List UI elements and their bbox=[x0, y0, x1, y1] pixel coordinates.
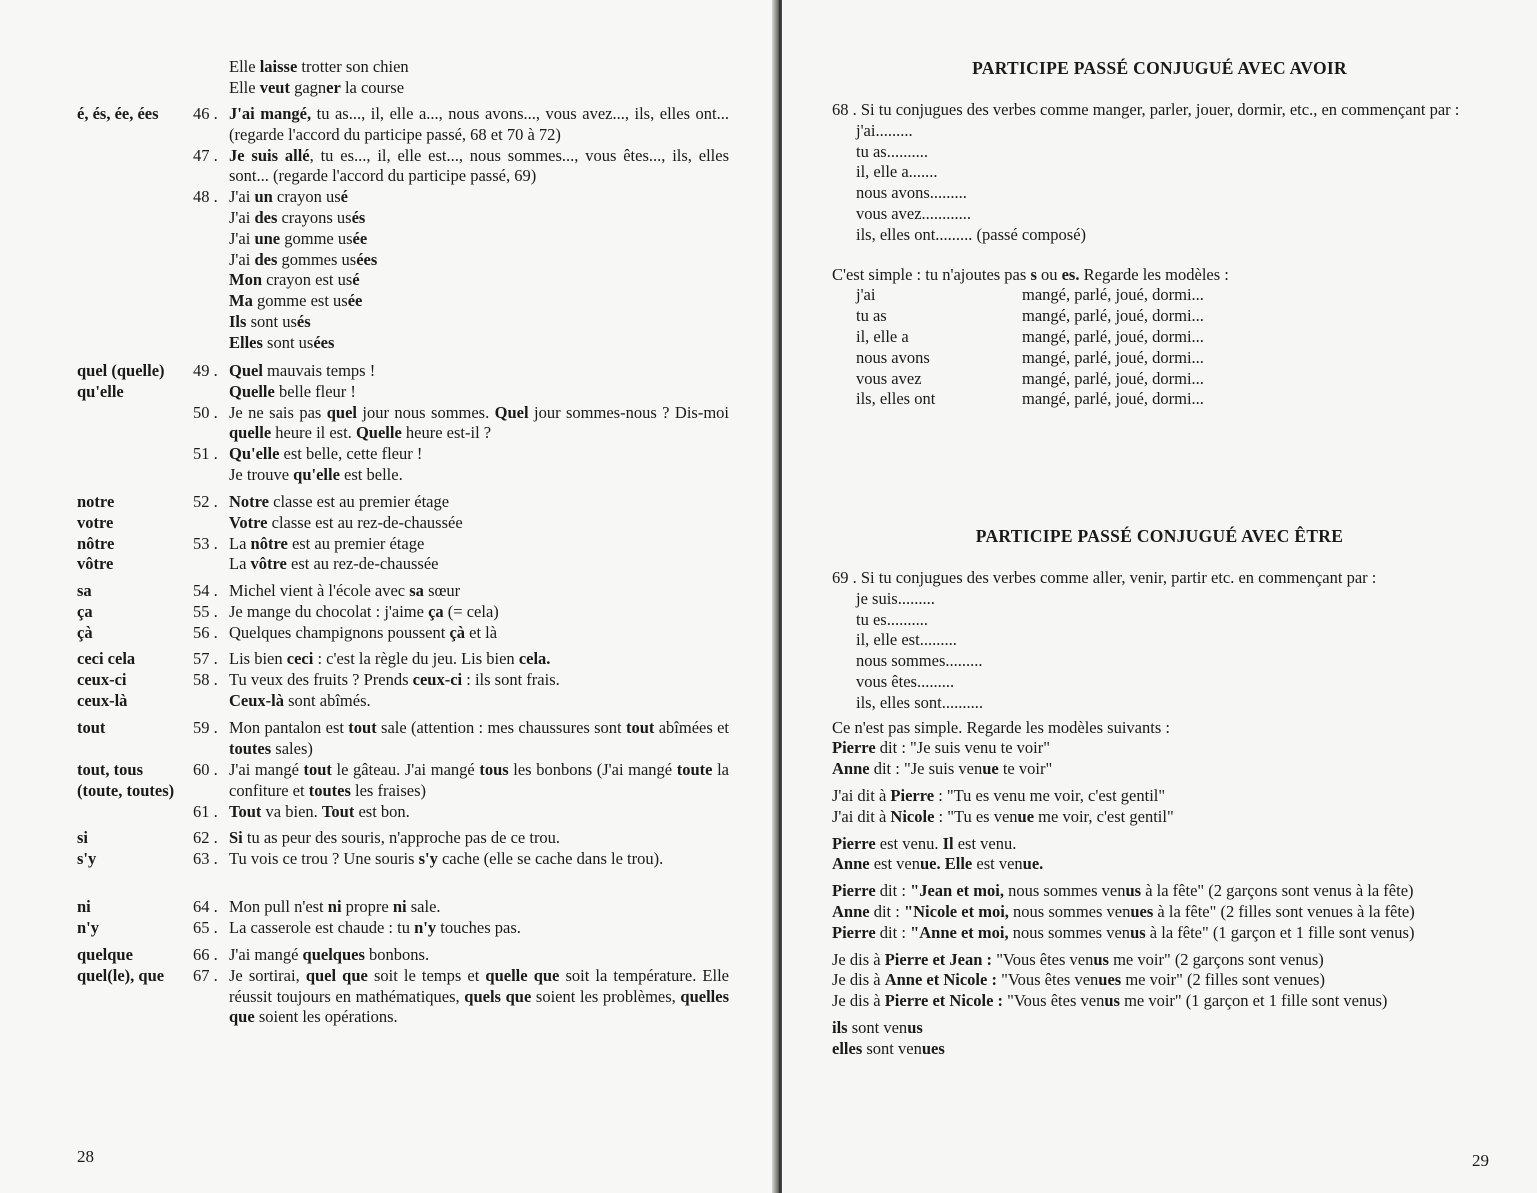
rule-number: 50 . bbox=[193, 402, 218, 422]
model-subject: ils, elles ont bbox=[856, 389, 936, 409]
rule-number: 51 . bbox=[193, 444, 218, 464]
keyword-label: si bbox=[77, 828, 89, 847]
keyword-label: ça bbox=[77, 601, 93, 621]
rule-number: 53 . bbox=[193, 533, 218, 553]
model-verbs: mangé, parlé, joué, dormi... bbox=[1022, 285, 1204, 305]
example-line: Je dis à Anne et Nicole : "Vous êtes venues me voir" (2 filles sont venues) bbox=[832, 970, 1325, 990]
right-page bbox=[782, 0, 1537, 1193]
section-68-rule: C'est simple : tu n'ajoutes pas s ou es. Regarde les modèles : bbox=[832, 264, 1229, 284]
example-text: Mon crayon est usé bbox=[229, 270, 360, 290]
example-line: Pierre dit : "Anne et moi, nous sommes venus à la fête" (1 garçon et 1 fille sont venus) bbox=[832, 922, 1415, 942]
keyword-label: ceux-ci bbox=[77, 669, 127, 689]
example-paragraph bbox=[832, 950, 1492, 1012]
example-line: Pierre est venu. Il est venu. bbox=[832, 833, 1017, 853]
example-text: Si tu as peur des souris, n'approche pas de ce trou. bbox=[229, 828, 561, 847]
example-text: Mon pantalon est tout sale (attention : mes chaussures sont tout abîmées et toutes sales) bbox=[229, 718, 729, 758]
conjugation-stub: vous êtes......... bbox=[856, 671, 955, 691]
example-text: Quel mauvais temps ! bbox=[229, 361, 376, 380]
rule-number: 47 . bbox=[193, 145, 218, 165]
keyword-label: qu'elle bbox=[77, 381, 124, 401]
conjugation-stub: je suis......... bbox=[856, 588, 935, 608]
keyword-label: nôtre bbox=[77, 533, 115, 553]
example-line: Pierre dit : "Je suis venu te voir" bbox=[832, 738, 1051, 758]
conjugation-stub: ils, elles sont.......... bbox=[856, 692, 983, 712]
example-paragraph bbox=[832, 834, 1492, 876]
example-text: Quelques champignons poussent çà et là bbox=[229, 622, 498, 642]
section-69 bbox=[832, 568, 1492, 1060]
keyword-label: n'y bbox=[77, 917, 100, 937]
page-number-right: 29 bbox=[1472, 1151, 1489, 1170]
example-text: La casserole est chaude : tu n'y touches pas. bbox=[229, 917, 521, 937]
example-text: Je mange du chocolat : j'aime ça (= cela) bbox=[229, 601, 499, 621]
example-text: La vôtre est au rez-de-chaussée bbox=[229, 554, 439, 574]
keyword-label: notre bbox=[77, 492, 115, 511]
model-row bbox=[832, 306, 1492, 327]
rule-number: 62 . bbox=[193, 828, 218, 847]
example-line: Je dis à Pierre et Nicole : "Vous êtes venus me voir" (1 garçon et 1 fille sont venus) bbox=[832, 991, 1388, 1011]
model-subject: tu as bbox=[856, 306, 887, 326]
rule-number: 49 . bbox=[193, 361, 218, 380]
keyword-label: quel (quelle) bbox=[77, 361, 165, 380]
intro-line: Elle veut gagner la course bbox=[229, 77, 405, 97]
keyword-label: quelque bbox=[77, 945, 133, 964]
example-text: Qu'elle est belle, cette fleur ! bbox=[229, 444, 423, 464]
example-line: ils sont venus bbox=[832, 1017, 923, 1037]
example-text: Tu veux des fruits ? Prends ceux-ci : ils sont frais. bbox=[229, 669, 560, 689]
example-text: Mon pull n'est ni propre ni sale. bbox=[229, 897, 441, 916]
keyword-label: tout, tous bbox=[77, 760, 144, 779]
rule-number: 48 . bbox=[193, 187, 218, 207]
example-line: Anne dit : "Nicole et moi, nous sommes venues à la fête" (2 filles sont venues à la fête) bbox=[832, 901, 1415, 921]
model-subject: il, elle a bbox=[856, 326, 909, 346]
rule-number: 65 . bbox=[193, 917, 218, 937]
model-row bbox=[832, 348, 1492, 369]
rule-number: 61 . bbox=[193, 801, 218, 821]
conjugation-stub: tu es.......... bbox=[856, 609, 928, 629]
keyword-label: s'y bbox=[77, 848, 97, 868]
example-text: Je trouve qu'elle est belle. bbox=[229, 465, 403, 484]
example-text: J'ai des gommes usées bbox=[229, 249, 378, 269]
keyword-label: quel(le), que bbox=[77, 965, 165, 985]
keyword-label: ceux-là bbox=[77, 690, 128, 710]
conjugation-stub: j'ai......... bbox=[856, 120, 913, 140]
example-text: J'ai une gomme usée bbox=[229, 228, 368, 248]
example-line: Anne dit : "Je suis venue te voir" bbox=[832, 759, 1053, 779]
model-row bbox=[832, 327, 1492, 348]
model-verbs: mangé, parlé, joué, dormi... bbox=[1022, 326, 1204, 346]
example-text: Votre classe est au rez-de-chaussée bbox=[229, 512, 463, 532]
example-line: elles sont venues bbox=[832, 1038, 945, 1058]
keyword-label: é, és, ée, ées bbox=[77, 104, 159, 123]
conjugation-stub: vous avez............ bbox=[856, 203, 972, 223]
intro-line: Elle laisse trotter son chien bbox=[229, 57, 409, 76]
rule-number: 56 . bbox=[193, 622, 218, 642]
model-subject: nous avons bbox=[856, 347, 930, 367]
model-verbs: mangé, parlé, joué, dormi... bbox=[1022, 389, 1204, 409]
conjugation-stub: il, elle a....... bbox=[856, 162, 938, 182]
heading-etre: PARTICIPE PASSÉ CONJUGUÉ AVEC ÊTRE bbox=[975, 526, 1344, 546]
example-text: La nôtre est au premier étage bbox=[229, 533, 425, 553]
example-text: J'ai mangé quelques bonbons. bbox=[229, 945, 430, 964]
model-verbs: mangé, parlé, joué, dormi... bbox=[1022, 347, 1204, 367]
example-text: Elles sont usées bbox=[229, 332, 335, 352]
rule-number: 52 . bbox=[193, 492, 218, 511]
page-number-left: 28 bbox=[77, 1147, 94, 1166]
example-text: Quelle belle fleur ! bbox=[229, 381, 356, 401]
model-row bbox=[832, 389, 1492, 410]
example-text: Tout va bien. Tout est bon. bbox=[229, 801, 410, 821]
example-line: Pierre dit : "Jean et moi, nous sommes venus à la fête" (2 garçons sont venus à la fête) bbox=[832, 881, 1414, 901]
example-text: Ma gomme est usée bbox=[229, 291, 363, 311]
section-68 bbox=[832, 100, 1492, 410]
rule-number: 66 . bbox=[193, 945, 218, 964]
rule-number: 58 . bbox=[193, 669, 218, 689]
example-text: Je suis allé, tu es..., il, elle est..., nous sommes..., vous êtes..., ils, elles sont... (regarde l'accord du participe passé, 69) bbox=[229, 145, 730, 186]
example-text: Ils sont usés bbox=[229, 312, 311, 331]
rule-number: 59 . bbox=[193, 718, 218, 737]
model-verbs: mangé, parlé, joué, dormi... bbox=[1022, 306, 1204, 326]
model-subject: vous avez bbox=[856, 368, 922, 388]
model-subject: j'ai bbox=[856, 285, 876, 305]
example-text: Je sortirai, quel que soit le temps et quelle que soit la température. Elle réussit toujours en mathématiques, quels que soient les problèmes, quelles que soient les opérations. bbox=[229, 965, 730, 1027]
keyword-label: vôtre bbox=[77, 554, 114, 574]
example-line: J'ai dit à Pierre : "Tu es venu me voir, c'est gentil" bbox=[832, 785, 1166, 805]
example-text: Tu vois ce trou ? Une souris s'y cache (elle se cache dans le trou). bbox=[229, 848, 664, 868]
example-text: Michel vient à l'école avec sa sœur bbox=[229, 581, 461, 600]
keyword-label: çà bbox=[77, 622, 93, 642]
keyword-label: sa bbox=[77, 581, 92, 600]
example-paragraph bbox=[832, 718, 1492, 780]
example-text: Lis bien ceci : c'est la règle du jeu. Lis bien cela. bbox=[229, 649, 551, 668]
rule-number: 67 . bbox=[193, 965, 218, 985]
keyword-label: votre bbox=[77, 512, 114, 532]
heading-avoir: PARTICIPE PASSÉ CONJUGUÉ AVEC AVOIR bbox=[972, 58, 1347, 78]
rule-number: 54 . bbox=[193, 581, 218, 600]
section-69-intro: 69 . Si tu conjugues des verbes comme aller, venir, partir etc. en commençant par : bbox=[832, 568, 1377, 587]
keyword-label: (toute, toutes) bbox=[77, 780, 175, 800]
example-paragraph bbox=[832, 1018, 1492, 1060]
example-text: J'ai un crayon usé bbox=[229, 187, 348, 207]
example-text: Je ne sais pas quel jour nous sommes. Quel jour sommes-nous ? Dis-moi quelle heure il est. Quelle heure est-il ? bbox=[229, 402, 729, 443]
rule-number: 63 . bbox=[193, 848, 218, 868]
example-paragraph bbox=[832, 786, 1492, 828]
conjugation-stub: tu as.......... bbox=[856, 141, 928, 161]
conjugation-stub: il, elle est......... bbox=[856, 630, 957, 650]
keyword-label: ceci cela bbox=[77, 649, 136, 668]
conjugation-stub: nous avons......... bbox=[856, 183, 967, 203]
example-line: J'ai dit à Nicole : "Tu es venue me voir, c'est gentil" bbox=[832, 806, 1174, 826]
example-line: Anne est venue. Elle est venue. bbox=[832, 854, 1044, 874]
example-line: Je dis à Pierre et Jean : "Vous êtes venus me voir" (2 garçons sont venus) bbox=[832, 949, 1324, 969]
rule-number: 55 . bbox=[193, 601, 218, 621]
section-68-intro: 68 . Si tu conjugues des verbes comme manger, parler, jouer, dormir, etc., en commençant par : bbox=[832, 100, 1460, 119]
example-text: J'ai mangé, tu as..., il, elle a..., nous avons..., vous avez..., ils, elles ont... (regarde l'accord du participe passé, 68 et 70 à 72) bbox=[229, 104, 729, 144]
conjugation-stub: ils, elles ont......... (passé composé) bbox=[856, 224, 1087, 244]
keyword-label: ni bbox=[77, 897, 91, 916]
model-row bbox=[832, 285, 1492, 306]
example-text: Notre classe est au premier étage bbox=[229, 492, 450, 511]
model-verbs: mangé, parlé, joué, dormi... bbox=[1022, 368, 1204, 388]
example-text: Ceux-là sont abîmés. bbox=[229, 690, 371, 710]
conjugation-stub: nous sommes......... bbox=[856, 651, 983, 671]
keyword-label: tout bbox=[77, 718, 106, 737]
rule-number: 46 . bbox=[193, 104, 218, 123]
rule-number: 60 . bbox=[193, 760, 218, 779]
example-paragraph bbox=[832, 881, 1492, 943]
rule-number: 57 . bbox=[193, 649, 218, 668]
example-line: Ce n'est pas simple. Regarde les modèles suivants : bbox=[832, 717, 1170, 737]
rule-number: 64 . bbox=[193, 897, 218, 916]
model-row bbox=[832, 369, 1492, 390]
example-text: J'ai des crayons usés bbox=[229, 208, 366, 227]
example-text: J'ai mangé tout le gâteau. J'ai mangé tous les bonbons (J'ai mangé toute la confiture et toutes les fraises) bbox=[229, 760, 729, 800]
